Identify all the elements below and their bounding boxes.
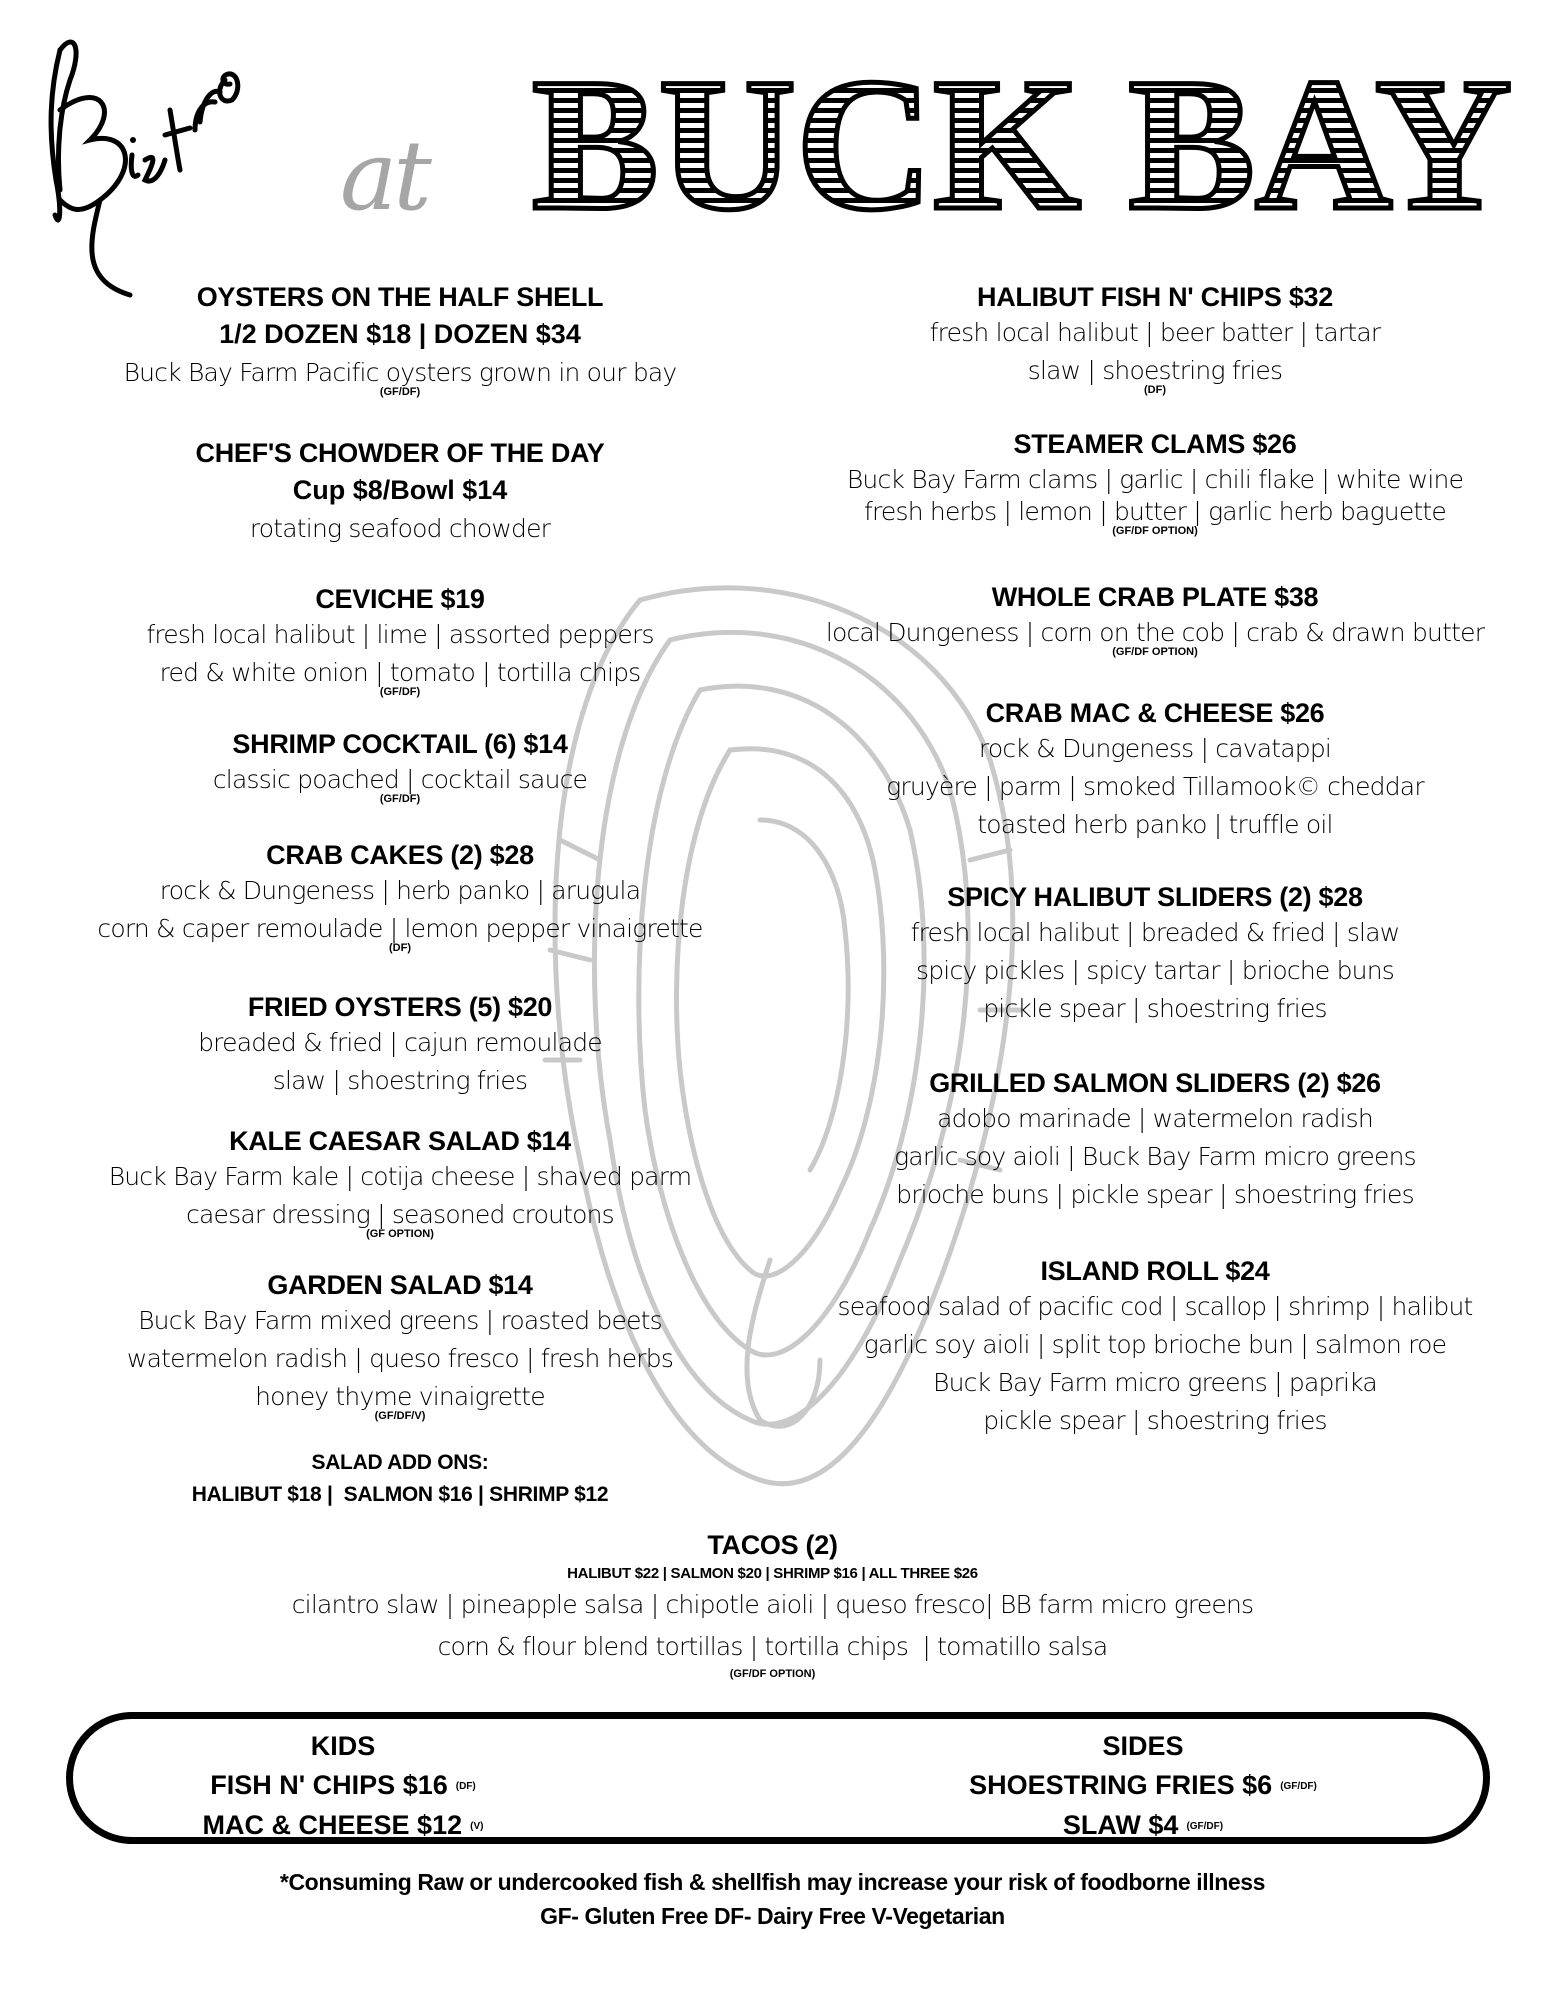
menu-item-garden-salad [50,1268,750,1422]
item-title: CRAB CAKES (2) $28 [266,840,534,870]
item-title: GRILLED SALMON SLIDERS (2) $26 [929,1068,1381,1098]
item-desc: slaw | shoestring fries [272,1066,528,1095]
item-price: Cup $8/Bowl $14 [292,475,508,505]
item-desc: Buck Bay Farm clams | garlic | chili flake | white wine [846,465,1464,494]
kids-sides-box [66,1712,1490,1844]
item-desc: seafood salad of pacific cod | scallop | shrimp | halibut [837,1292,1473,1321]
add-ons-prices: HALIBUT $18 | SALMON $16 | SHRIMP $12 [191,1483,609,1506]
dietary-tag: (GF/DF OPTION) [729,1668,816,1680]
item-desc: brioche buns | pickle spear | shoestring fries [896,1180,1414,1209]
dietary-tag: (GF/DF) [1186,1821,1224,1832]
kids-item [193,1805,493,1845]
item-desc: classic poached | cocktail sauce [212,765,588,794]
item-desc: honey thyme vinaigrette [255,1382,545,1411]
dietary-tag: (GF/DF/V) [374,1410,426,1422]
item-title: OYSTERS ON THE HALF SHELL [196,282,604,312]
menu-item-fried-oysters [50,990,750,1100]
item-desc: breaded & fried | cajun remoulade [198,1028,602,1057]
menu-item-island-roll [780,1254,1530,1440]
item-desc: corn & flour blend tortillas | tortilla chips | tomatillo salsa [437,1632,1108,1661]
kids-title: KIDS [310,1731,376,1761]
menu-item-ceviche [50,582,750,698]
dietary-tag: (GF OPTION) [366,1228,434,1240]
item-desc: rock & Dungeness | cavatappi [978,734,1332,763]
salad-add-ons [50,1448,750,1512]
item-desc: pickle spear | shoestring fries [983,994,1327,1023]
item-desc: rock & Dungeness | herb panko | arugula [159,876,641,905]
item-title: HALIBUT FISH N' CHIPS $32 [977,282,1333,312]
item-title: WHOLE CRAB PLATE $38 [991,582,1319,612]
sides-section [953,1727,1333,1845]
menu-item-whole-crab [780,580,1530,658]
item-desc: watermelon radish | queso fresco | fresh herbs [126,1344,674,1373]
kids-item-label: FISH N' CHIPS $16 [210,1770,448,1800]
item-desc: garlic soy aioli | split top brioche bun | salmon roe [863,1330,1447,1359]
item-desc: fresh herbs | lemon | butter | garlic herb baguette [864,497,1446,526]
menu-item-shrimp-cocktail [50,727,750,805]
item-desc: Buck Bay Farm kale | cotija cheese | shaved parm [108,1162,692,1191]
dietary-tag: (GF/DF) [1280,1781,1317,1792]
menu-item-crab-mac [780,696,1530,844]
item-title: CEVICHE $19 [315,584,485,614]
item-title: ISLAND ROLL $24 [1040,1256,1270,1286]
dietary-tag: (GF/DF OPTION) [1112,525,1198,537]
item-desc: corn & caper remoulade | lemon pepper vinaigrette [97,914,703,943]
item-desc: adobo marinade | watermelon radish [937,1104,1373,1133]
item-price: 1/2 DOZEN $18 | DOZEN $34 [219,319,581,349]
menu-item-grilled-salmon-sliders [780,1066,1530,1214]
item-title: KALE CAESAR SALAD $14 [229,1126,571,1156]
item-desc: fresh local halibut | beer batter | tartar [929,318,1381,347]
dietary-legend: GF- Gluten Free DF- Dairy Free V-Vegetarian [540,1903,1005,1929]
dietary-tag: (V) [470,1821,484,1832]
at-connector: at [340,120,428,232]
item-desc: rotating seafood chowder [249,514,551,543]
item-title: FRIED OYSTERS (5) $20 [247,992,553,1022]
kids-item-label: MAC & CHEESE $12 [202,1810,463,1840]
sides-item [953,1805,1333,1845]
dietary-tag: (GF/DF) [379,686,421,698]
item-title: SHRIMP COCKTAIL (6) $14 [232,729,568,759]
item-desc: red & white onion | tomato | tortilla chips [159,658,641,687]
dietary-tag: (GF/DF OPTION) [1112,646,1198,658]
item-title: STEAMER CLAMS $26 [1013,429,1297,459]
raw-food-warning: *Consuming Raw or undercooked fish & shellfish may increase your risk of foodborne illness [279,1869,1266,1895]
svg-text:BUCK BAY: BUCK BAY [532,58,1512,218]
menu-item-halibut-fish-chips [780,280,1530,396]
item-desc: fresh local halibut | breaded & fried | slaw [910,918,1400,947]
menu-item-chowder [50,436,750,548]
menu-item-steamer-clams [780,427,1530,537]
add-ons-title: SALAD ADD ONS: [311,1451,489,1474]
item-desc: local Dungeness | corn on the cob | crab & drawn butter [825,618,1485,647]
item-desc: slaw | shoestring fries [1027,356,1283,385]
item-desc: garlic soy aioli | Buck Bay Farm micro greens [894,1142,1416,1171]
dietary-tag: (DF) [455,1781,476,1792]
sides-title: SIDES [1102,1731,1184,1761]
item-title: CHEF'S CHOWDER OF THE DAY [195,438,605,468]
kids-section [193,1727,493,1845]
menu-item-tacos [0,1528,1545,1680]
sides-item-label: SLAW $4 [1062,1810,1179,1840]
left-menu-column [50,0,750,1520]
item-title: GARDEN SALAD $14 [267,1270,533,1300]
dietary-tag: (DF) [1144,384,1166,396]
dietary-tag: (DF) [389,942,411,954]
item-desc: gruyère | parm | smoked Tillamook© cheddar [886,772,1424,801]
item-desc: spicy pickles | spicy tartar | brioche buns [916,956,1394,985]
item-desc: cilantro slaw | pineapple salsa | chipotle aioli | queso fresco| BB farm micro greens [291,1590,1254,1619]
menu-item-oysters [50,280,750,398]
item-desc: fresh local halibut | lime | assorted peppers [146,620,654,649]
item-desc: Buck Bay Farm mixed greens | roasted beets [138,1306,662,1335]
right-menu-column [780,0,1530,1450]
item-desc: Buck Bay Farm Pacific oysters grown in our bay [123,358,677,387]
item-desc: toasted herb panko | truffle oil [977,810,1333,839]
menu-item-crab-cakes [50,838,750,954]
item-desc: caesar dressing | seasoned croutons [186,1200,614,1229]
item-desc: pickle spear | shoestring fries [983,1406,1327,1435]
item-title: TACOS (2) [707,1530,838,1560]
dietary-tag: (GF/DF) [379,386,421,398]
item-desc: Buck Bay Farm micro greens | paprika [933,1368,1377,1397]
menu-item-spicy-halibut-sliders [780,880,1530,1028]
sides-item-label: SHOESTRING FRIES $6 [969,1770,1273,1800]
item-title: SPICY HALIBUT SLIDERS (2) $28 [947,882,1363,912]
kids-item [193,1765,493,1805]
item-title: CRAB MAC & CHEESE $26 [985,698,1325,728]
dietary-tag: (GF/DF) [379,793,421,805]
sides-item [953,1765,1333,1805]
tacos-prices: HALIBUT $22 | SALMON $20 | SHRIMP $16 | ALL THREE $26 [567,1565,978,1582]
menu-item-kale-caesar [50,1124,750,1240]
